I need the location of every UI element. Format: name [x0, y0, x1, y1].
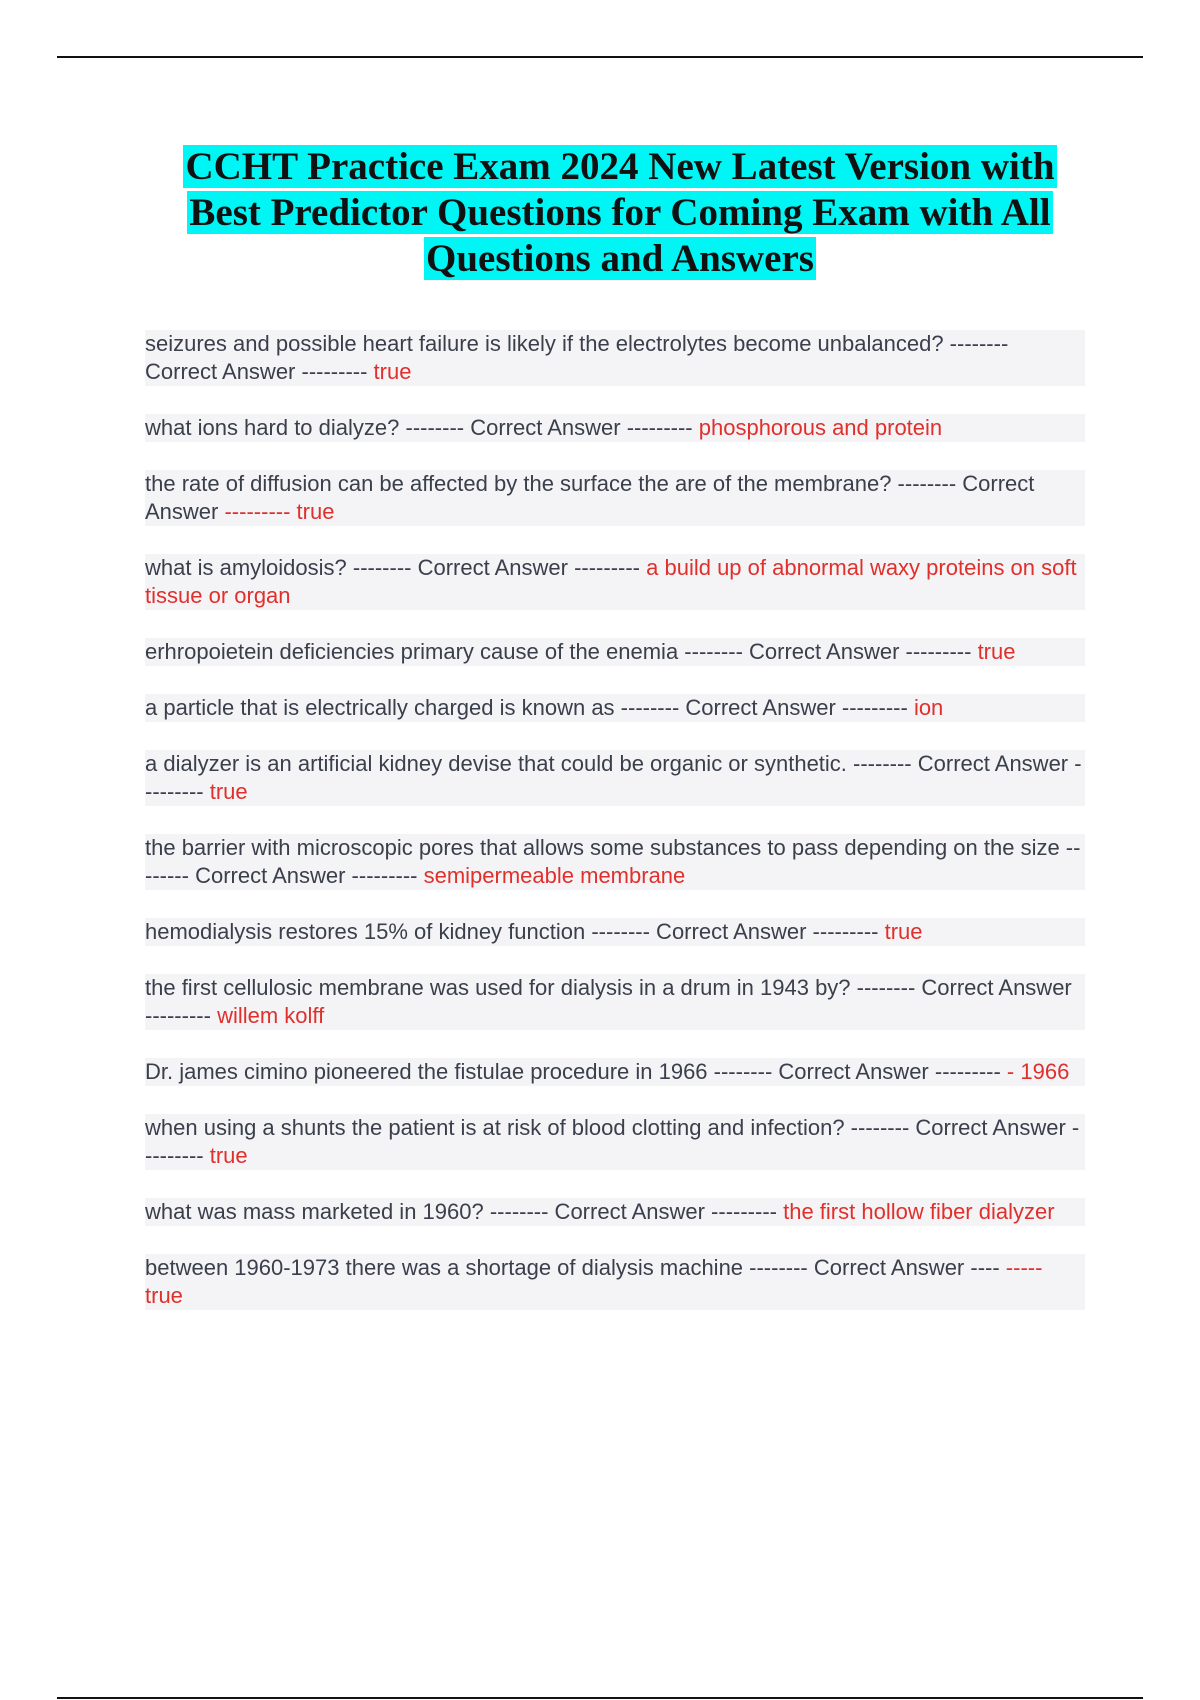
- question-text: when using a shunts the patient is at risk of blood clotting and infection? -------- Correct Answer ---------: [145, 1115, 1080, 1168]
- qa-item: [145, 414, 1085, 442]
- question-text: the first cellulosic membrane was used for dialysis in a drum in 1943 by? -------- Correct Answer ---------: [145, 975, 1072, 1028]
- top-divider: [57, 56, 1143, 58]
- answer-text: true: [373, 359, 412, 384]
- answer-text: a build up of abnormal waxy proteins on soft tissue or organ: [145, 555, 1077, 608]
- qa-item: [145, 1058, 1085, 1086]
- question-text: Dr. james cimino pioneered the fistulae procedure in 1966 -------- Correct Answer ---------: [145, 1059, 1001, 1084]
- question-text: what ions hard to dialyze? -------- Correct Answer ---------: [145, 415, 699, 440]
- qa-item: [145, 470, 1085, 526]
- question-text: what is amyloidosis? -------- Correct Answer ---------: [145, 555, 647, 580]
- answer-text: --------- true: [224, 499, 335, 524]
- question-text: erhropoietein deficiencies primary cause of the enemia -------- Correct Answer ---------: [145, 639, 978, 664]
- answer-text: ion: [913, 695, 944, 720]
- answer-text: phosphorous and protein: [698, 415, 943, 440]
- question-text: a particle that is electrically charged is known as -------- Correct Answer ---------: [145, 695, 914, 720]
- answer-text: true: [209, 1143, 248, 1168]
- answer-text: willem kolff: [217, 1003, 325, 1028]
- bottom-divider: [57, 1697, 1143, 1699]
- qa-item: [145, 1254, 1085, 1310]
- title-line-2: Best Predictor Questions for Coming Exam with All: [189, 191, 1051, 234]
- question-text: the barrier with microscopic pores that allows some substances to pass depending on the size -------- Correct Answer ---------: [145, 835, 1081, 888]
- qa-item: [145, 974, 1085, 1030]
- qa-item: [145, 330, 1085, 386]
- qa-item: [145, 554, 1085, 610]
- answer-text: true: [884, 919, 923, 944]
- question-text: seizures and possible heart failure is likely if the electrolytes become unbalanced? -------- Correct Answer ---------: [145, 331, 1009, 384]
- question-text: between 1960-1973 there was a shortage of dialysis machine -------- Correct Answer ----: [145, 1255, 1006, 1280]
- question-text: what was mass marketed in 1960? -------- Correct Answer ---------: [145, 1199, 784, 1224]
- qa-item: [145, 694, 1085, 722]
- question-text: hemodialysis restores 15% of kidney function -------- Correct Answer ---------: [145, 919, 885, 944]
- page-title: [150, 144, 1090, 282]
- qa-item: [145, 1114, 1085, 1170]
- title-line-1: CCHT Practice Exam 2024 New Latest Version with: [185, 145, 1055, 188]
- qa-item: [145, 1198, 1085, 1226]
- qa-item: [145, 638, 1085, 666]
- qa-list: [145, 330, 1085, 1338]
- answer-text: true: [209, 779, 248, 804]
- qa-item: [145, 834, 1085, 890]
- qa-item: [145, 918, 1085, 946]
- answer-text: semipermeable membrane: [423, 863, 686, 888]
- question-text: a dialyzer is an artificial kidney devise that could be organic or synthetic. -------- Correct Answer ---------: [145, 751, 1082, 804]
- question-text: the rate of diffusion can be affected by the surface the are of the membrane? -------- Correct Answer: [145, 471, 1035, 524]
- answer-text: - 1966: [1000, 1059, 1070, 1084]
- answer-text: the first hollow fiber dialyzer: [783, 1199, 1055, 1224]
- qa-item: [145, 750, 1085, 806]
- answer-text: ----- true: [145, 1255, 1043, 1308]
- answer-text: true: [977, 639, 1016, 664]
- title-line-3: Questions and Answers: [426, 237, 814, 280]
